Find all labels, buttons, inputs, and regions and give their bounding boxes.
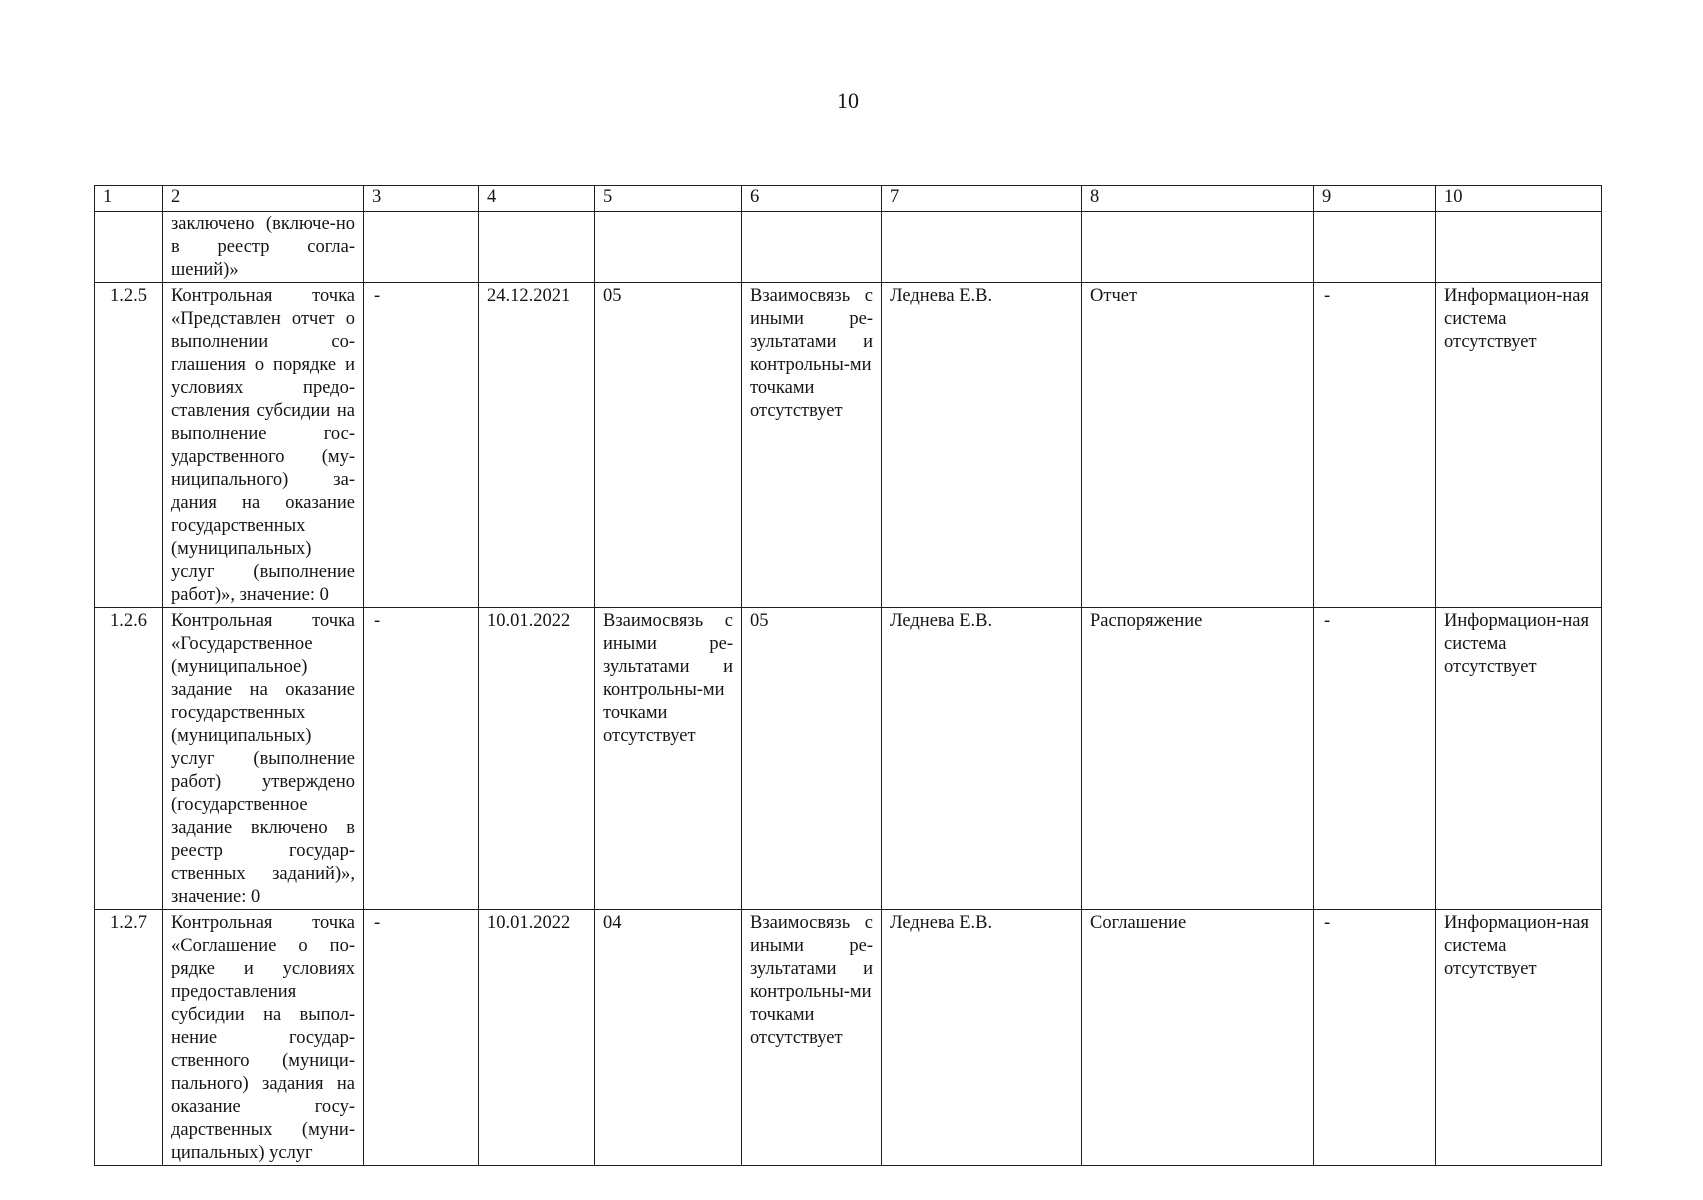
control-points-table <box>94 185 1602 1166</box>
column-number: 7 <box>882 186 1082 212</box>
info-system-cell: Информацион-ная система отсутствует <box>1436 608 1602 910</box>
table-cell <box>1436 212 1602 283</box>
table-cell: - <box>364 283 479 608</box>
column-number: 10 <box>1436 186 1602 212</box>
relationship-cell: Взаимосвязь с иными ре-зультатами и контрольны-ми точками отсутствует <box>595 608 742 910</box>
document-type-cell: Отчет <box>1082 283 1314 608</box>
table-row <box>95 608 1602 910</box>
responsible-cell: Леднева Е.В. <box>882 608 1082 910</box>
table-cell <box>95 212 163 283</box>
row-number: 1.2.5 <box>95 283 163 608</box>
table-cell <box>479 212 595 283</box>
table-row <box>95 283 1602 608</box>
relationship-cell: Взаимосвязь с иными ре-зультатами и контрольны-ми точками отсутствует <box>742 283 882 608</box>
document-type-cell: Соглашение <box>1082 910 1314 1166</box>
table-cell: - <box>1314 910 1436 1166</box>
document-type-cell: Распоряжение <box>1082 608 1314 910</box>
table-cell <box>742 212 882 283</box>
table-cell <box>364 212 479 283</box>
date-cell: 10.01.2022 <box>479 910 595 1166</box>
control-point-name: заключено (включе-но в реестр согла-шений)» <box>163 212 364 283</box>
table-cell: 05 <box>595 283 742 608</box>
column-number: 1 <box>95 186 163 212</box>
table-row <box>95 910 1602 1166</box>
table-cell <box>1314 212 1436 283</box>
table-cell <box>1082 212 1314 283</box>
column-number: 8 <box>1082 186 1314 212</box>
table-cell: - <box>364 608 479 910</box>
row-number: 1.2.6 <box>95 608 163 910</box>
table-cell: - <box>364 910 479 1166</box>
column-number: 9 <box>1314 186 1436 212</box>
info-system-cell: Информацион-ная система отсутствует <box>1436 283 1602 608</box>
column-number: 5 <box>595 186 742 212</box>
control-point-name: Контрольная точка «Соглашение о по-рядке и условиях предоставления субсидии на выпол-нение государ-ственного (муници-пального) задания на оказание госу-дарственных (муни-ципальных) услуг <box>163 910 364 1166</box>
table-cell: 05 <box>742 608 882 910</box>
table-cell <box>595 212 742 283</box>
info-system-cell: Информацион-ная система отсутствует <box>1436 910 1602 1166</box>
responsible-cell: Леднева Е.В. <box>882 910 1082 1166</box>
row-number: 1.2.7 <box>95 910 163 1166</box>
responsible-cell: Леднева Е.В. <box>882 283 1082 608</box>
column-number: 2 <box>163 186 364 212</box>
column-number: 6 <box>742 186 882 212</box>
control-point-name: Контрольная точка «Представлен отчет о выполнении со-глашения о порядке и условиях предо-ставления субсидии на выполнение гос-ударственного (му-ниципального) за-дания на оказание государственных (муниципальных) услуг (выполнение работ)», значение: 0 <box>163 283 364 608</box>
column-number: 3 <box>364 186 479 212</box>
control-point-name: Контрольная точка «Государственное (муниципальное) задание на оказание государственных (муниципальных) услуг (выполнение работ) утверждено (государственное задание включено в реестр государ-ственных заданий)», значение: 0 <box>163 608 364 910</box>
table-cell <box>882 212 1082 283</box>
date-cell: 24.12.2021 <box>479 283 595 608</box>
relationship-cell: Взаимосвязь с иными ре-зультатами и контрольны-ми точками отсутствует <box>742 910 882 1166</box>
column-number: 4 <box>479 186 595 212</box>
page-number: 10 <box>837 88 859 113</box>
date-cell: 10.01.2022 <box>479 608 595 910</box>
table-cell: 04 <box>595 910 742 1166</box>
table-cell: - <box>1314 608 1436 910</box>
table-row-continuation <box>95 212 1602 283</box>
column-number-row <box>95 186 1602 212</box>
table-cell: - <box>1314 283 1436 608</box>
